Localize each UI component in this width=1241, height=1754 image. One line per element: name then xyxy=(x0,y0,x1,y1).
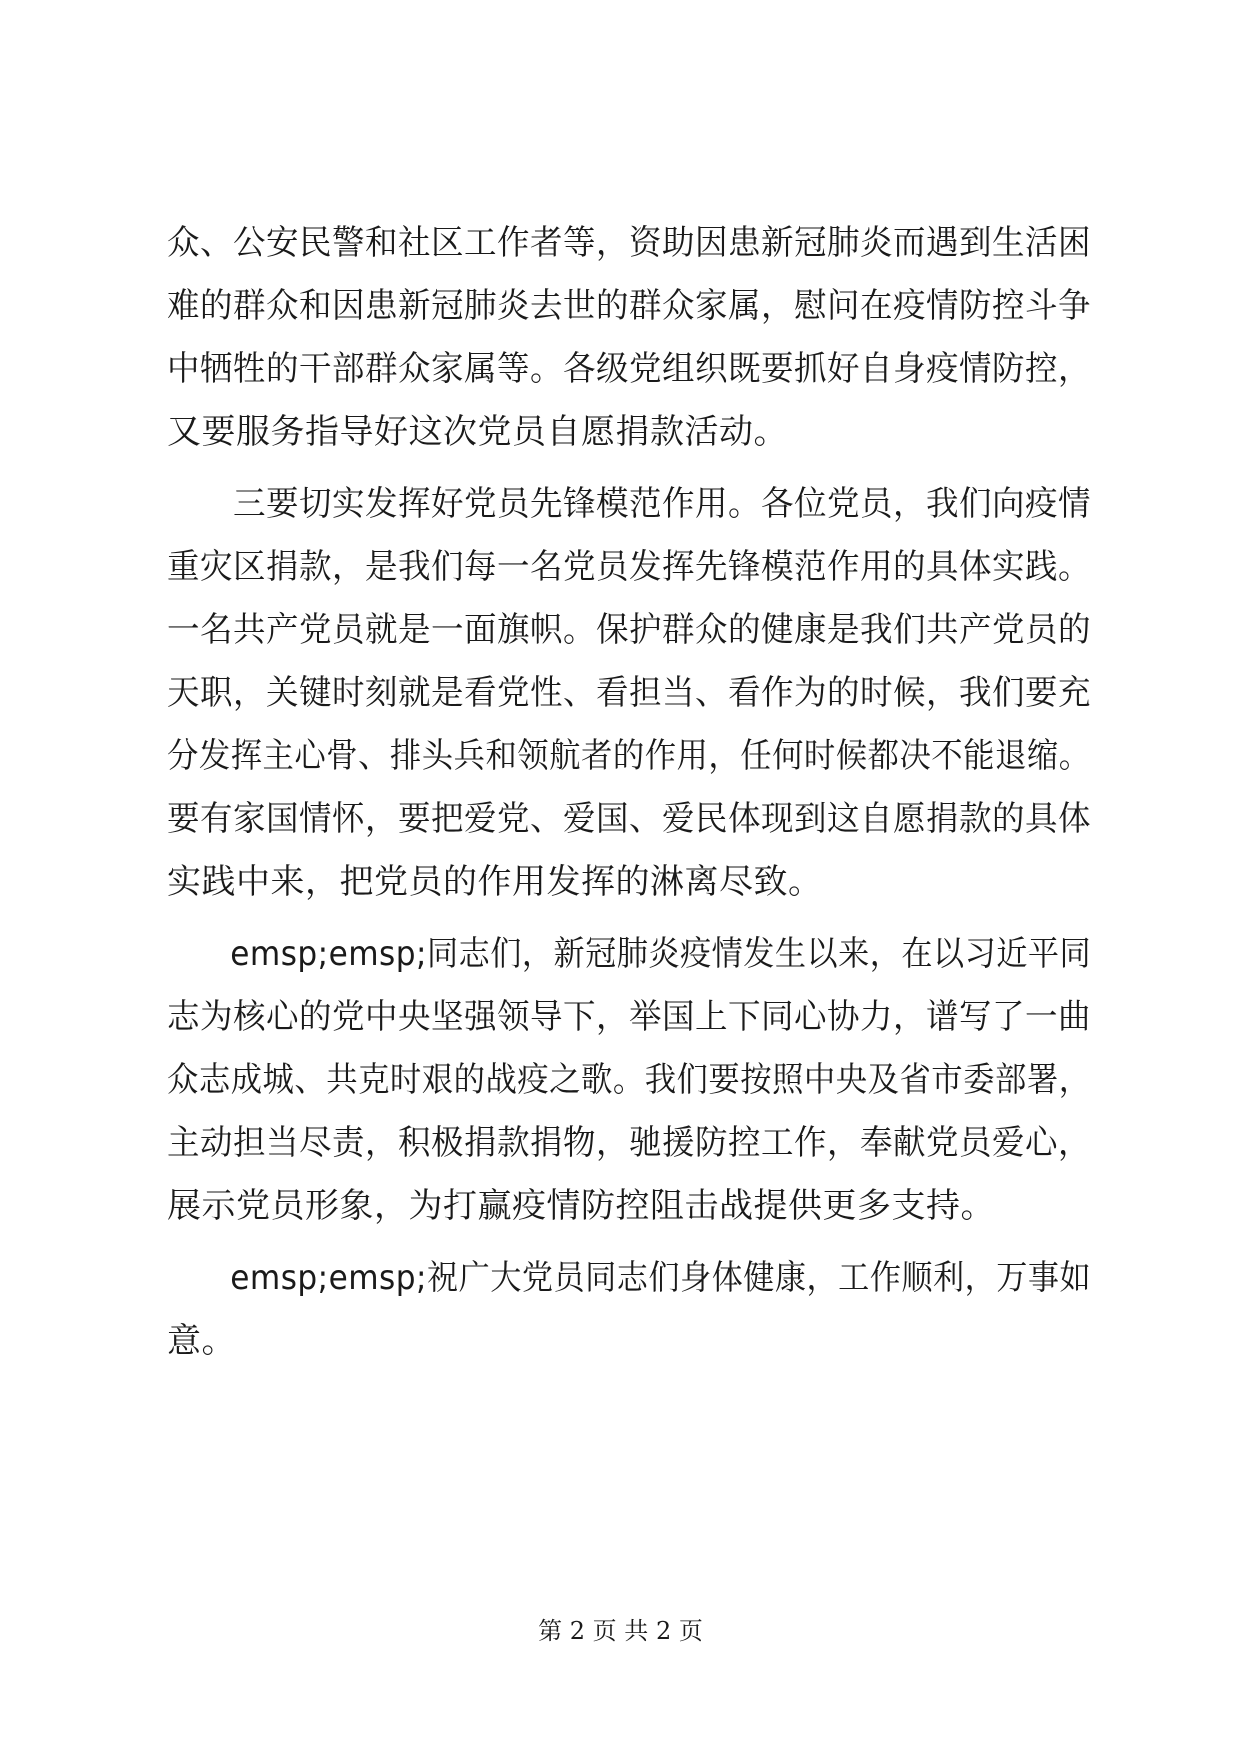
page-footer: 第 2 页 共 2 页 xyxy=(538,1617,703,1645)
body-text-line: 一名共产党员就是一面旗帜。保护群众的健康是我们共产党员的 xyxy=(167,610,1091,650)
body-text-line: 又要服务指导好这次党员自愿捐款活动。 xyxy=(167,412,788,452)
body-text-line: emsp;emsp;祝广大党员同志们身体健康，工作顺利，万事如 xyxy=(167,1258,1092,1298)
body-text-line: 众、公安民警和社区工作者等，资助因患新冠肺炎而遇到生活困 xyxy=(167,223,1091,263)
body-text-line: emsp;emsp;同志们，新冠肺炎疫情发生以来，在以习近平同 xyxy=(167,934,1092,974)
body-text-line: 中牺牲的干部群众家属等。各级党组织既要抓好自身疫情防控， xyxy=(167,349,1091,389)
body-text-line: 分发挥主心骨、排头兵和领航者的作用，任何时候都决不能退缩。 xyxy=(167,736,1091,776)
body-text-line: 重灾区捐款，是我们每一名党员发挥先锋模范作用的具体实践。 xyxy=(167,547,1091,587)
body-text-line: 天职，关键时刻就是看党性、看担当、看作为的时候，我们要充 xyxy=(167,673,1091,713)
body-text-line: 志为核心的党中央坚强领导下，举国上下同心协力，谱写了一曲 xyxy=(167,997,1091,1037)
body-text-line: 要有家国情怀，要把爱党、爱国、爱民体现到这自愿捐款的具体 xyxy=(167,799,1091,839)
body-text-line: 意。 xyxy=(167,1321,236,1361)
body-text-line: 众志成城、共克时艰的战疫之歌。我们要按照中央及省市委部署， xyxy=(167,1060,1091,1100)
body-text-line: 主动担当尽责，积极捐款捐物，驰援防控工作，奉献党员爱心， xyxy=(167,1123,1091,1163)
body-text-line: 难的群众和因患新冠肺炎去世的群众家属，慰问在疫情防控斗争 xyxy=(167,286,1091,326)
body-text-line: 实践中来，把党员的作用发挥的淋离尽致。 xyxy=(167,862,823,902)
body-text-line: 三要切实发挥好党员先锋模范作用。各位党员，我们向疫情 xyxy=(167,484,1091,524)
body-text-line: 展示党员形象，为打赢疫情防控阻击战提供更多支持。 xyxy=(167,1186,995,1226)
